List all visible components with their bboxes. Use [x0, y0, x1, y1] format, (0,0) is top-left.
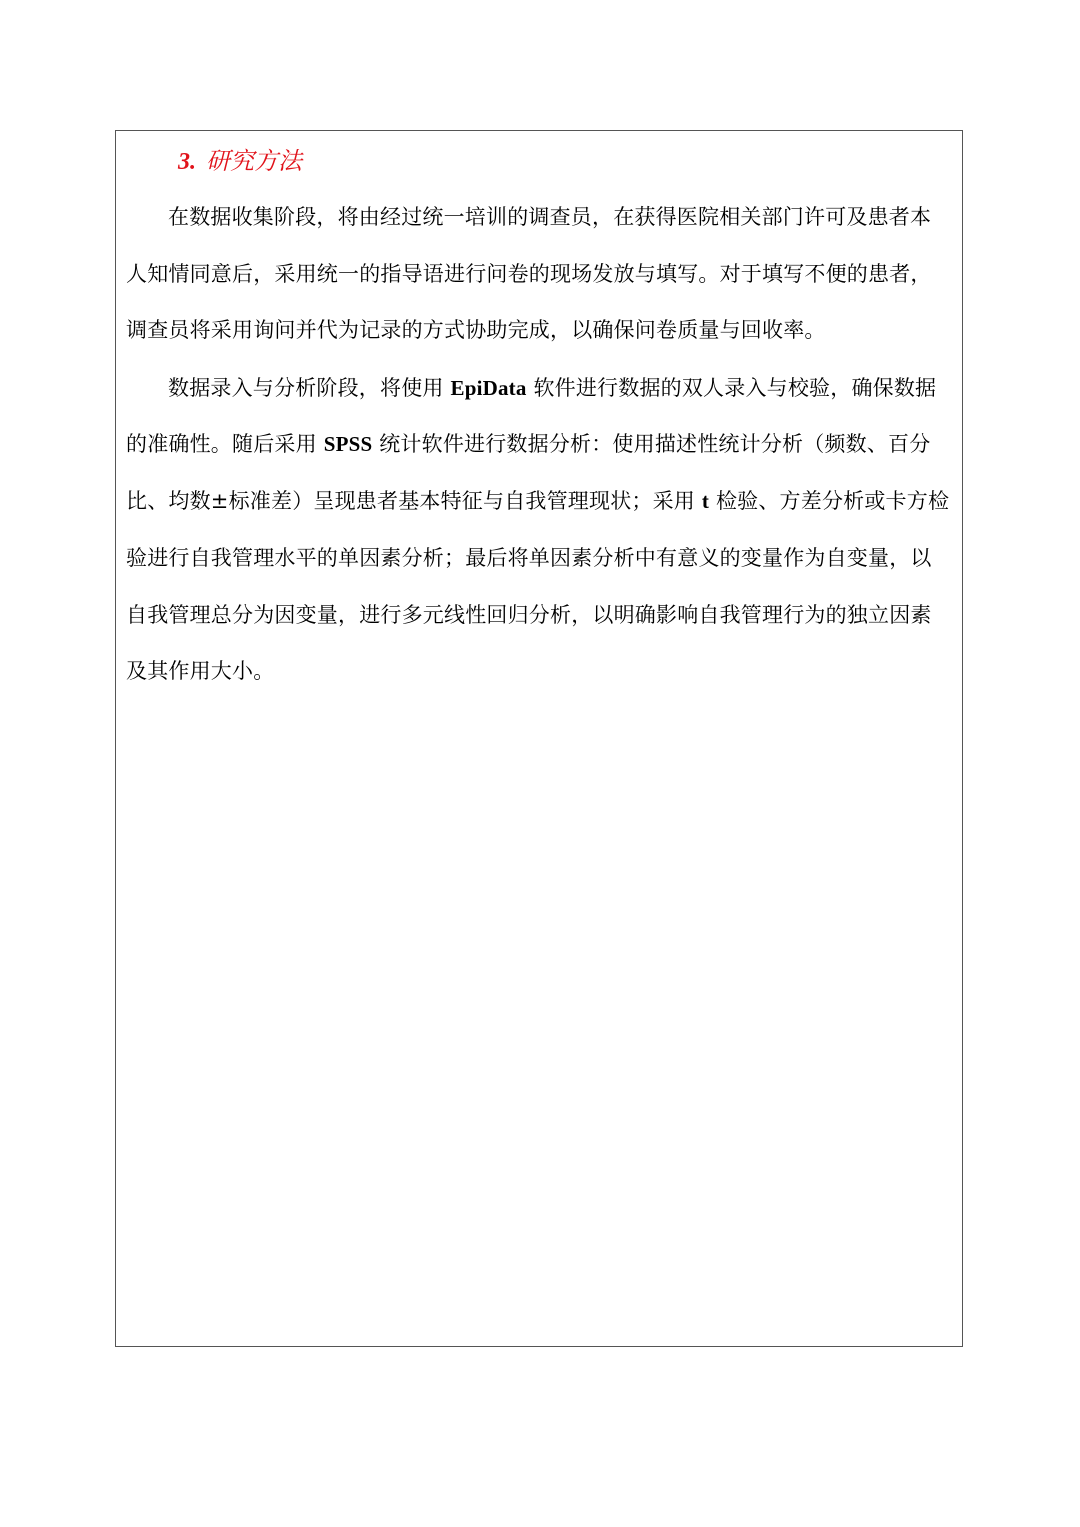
paragraph1-line1: 在数据收集阶段，将由经过统一培训的调查员，在获得医院相关部门许可及患者本 [168, 205, 932, 229]
paragraph1-line3: 调查员将采用询问并代为记录的方式协助完成，以确保问卷质量与回收率。 [126, 318, 826, 342]
paragraph2-line3 [126, 485, 956, 517]
section-heading [178, 142, 302, 181]
paragraph1-line2: 人知情同意后，采用统一的指导语进行问卷的现场发放与填写。对于填写不便的患者， [126, 262, 932, 286]
paragraph2-line2-text-a: 的准确性。随后采用 [126, 432, 324, 456]
content-frame [115, 130, 963, 1347]
section-number: 3. [178, 149, 196, 175]
epidata-term: EpiData [450, 376, 527, 400]
paragraph2-line1 [168, 372, 958, 404]
section-title: 研究方法 [206, 147, 302, 175]
paragraph2-line1-text-c: 软件进行数据的双人录入与校验，确保数据 [526, 376, 937, 400]
paragraph2-line2-text-c: 统计软件进行数据分析：使用描述性统计分析（频数、百分 [372, 432, 931, 456]
paragraph2-line5: 自我管理总分为因变量，进行多元线性回归分析，以明确影响自我管理行为的独立因素 [126, 603, 932, 627]
paragraph2-line2 [126, 428, 956, 460]
paragraph2-line3-text-a: 比、均数±标准差）呈现患者基本特征与自我管理现状；采用 [126, 489, 702, 513]
spss-term: SPSS [323, 432, 373, 456]
paragraph2-line6: 及其作用大小。 [126, 659, 275, 683]
paragraph2-line1-text-a: 数据录入与分析阶段，将使用 [168, 376, 451, 400]
paragraph2-line4: 验进行自我管理水平的单因素分析；最后将单因素分析中有意义的变量作为自变量，以 [126, 546, 932, 570]
paragraph2-line3-text-c: 检验、方差分析或卡方检 [709, 489, 950, 513]
t-test-term: t [701, 489, 710, 513]
